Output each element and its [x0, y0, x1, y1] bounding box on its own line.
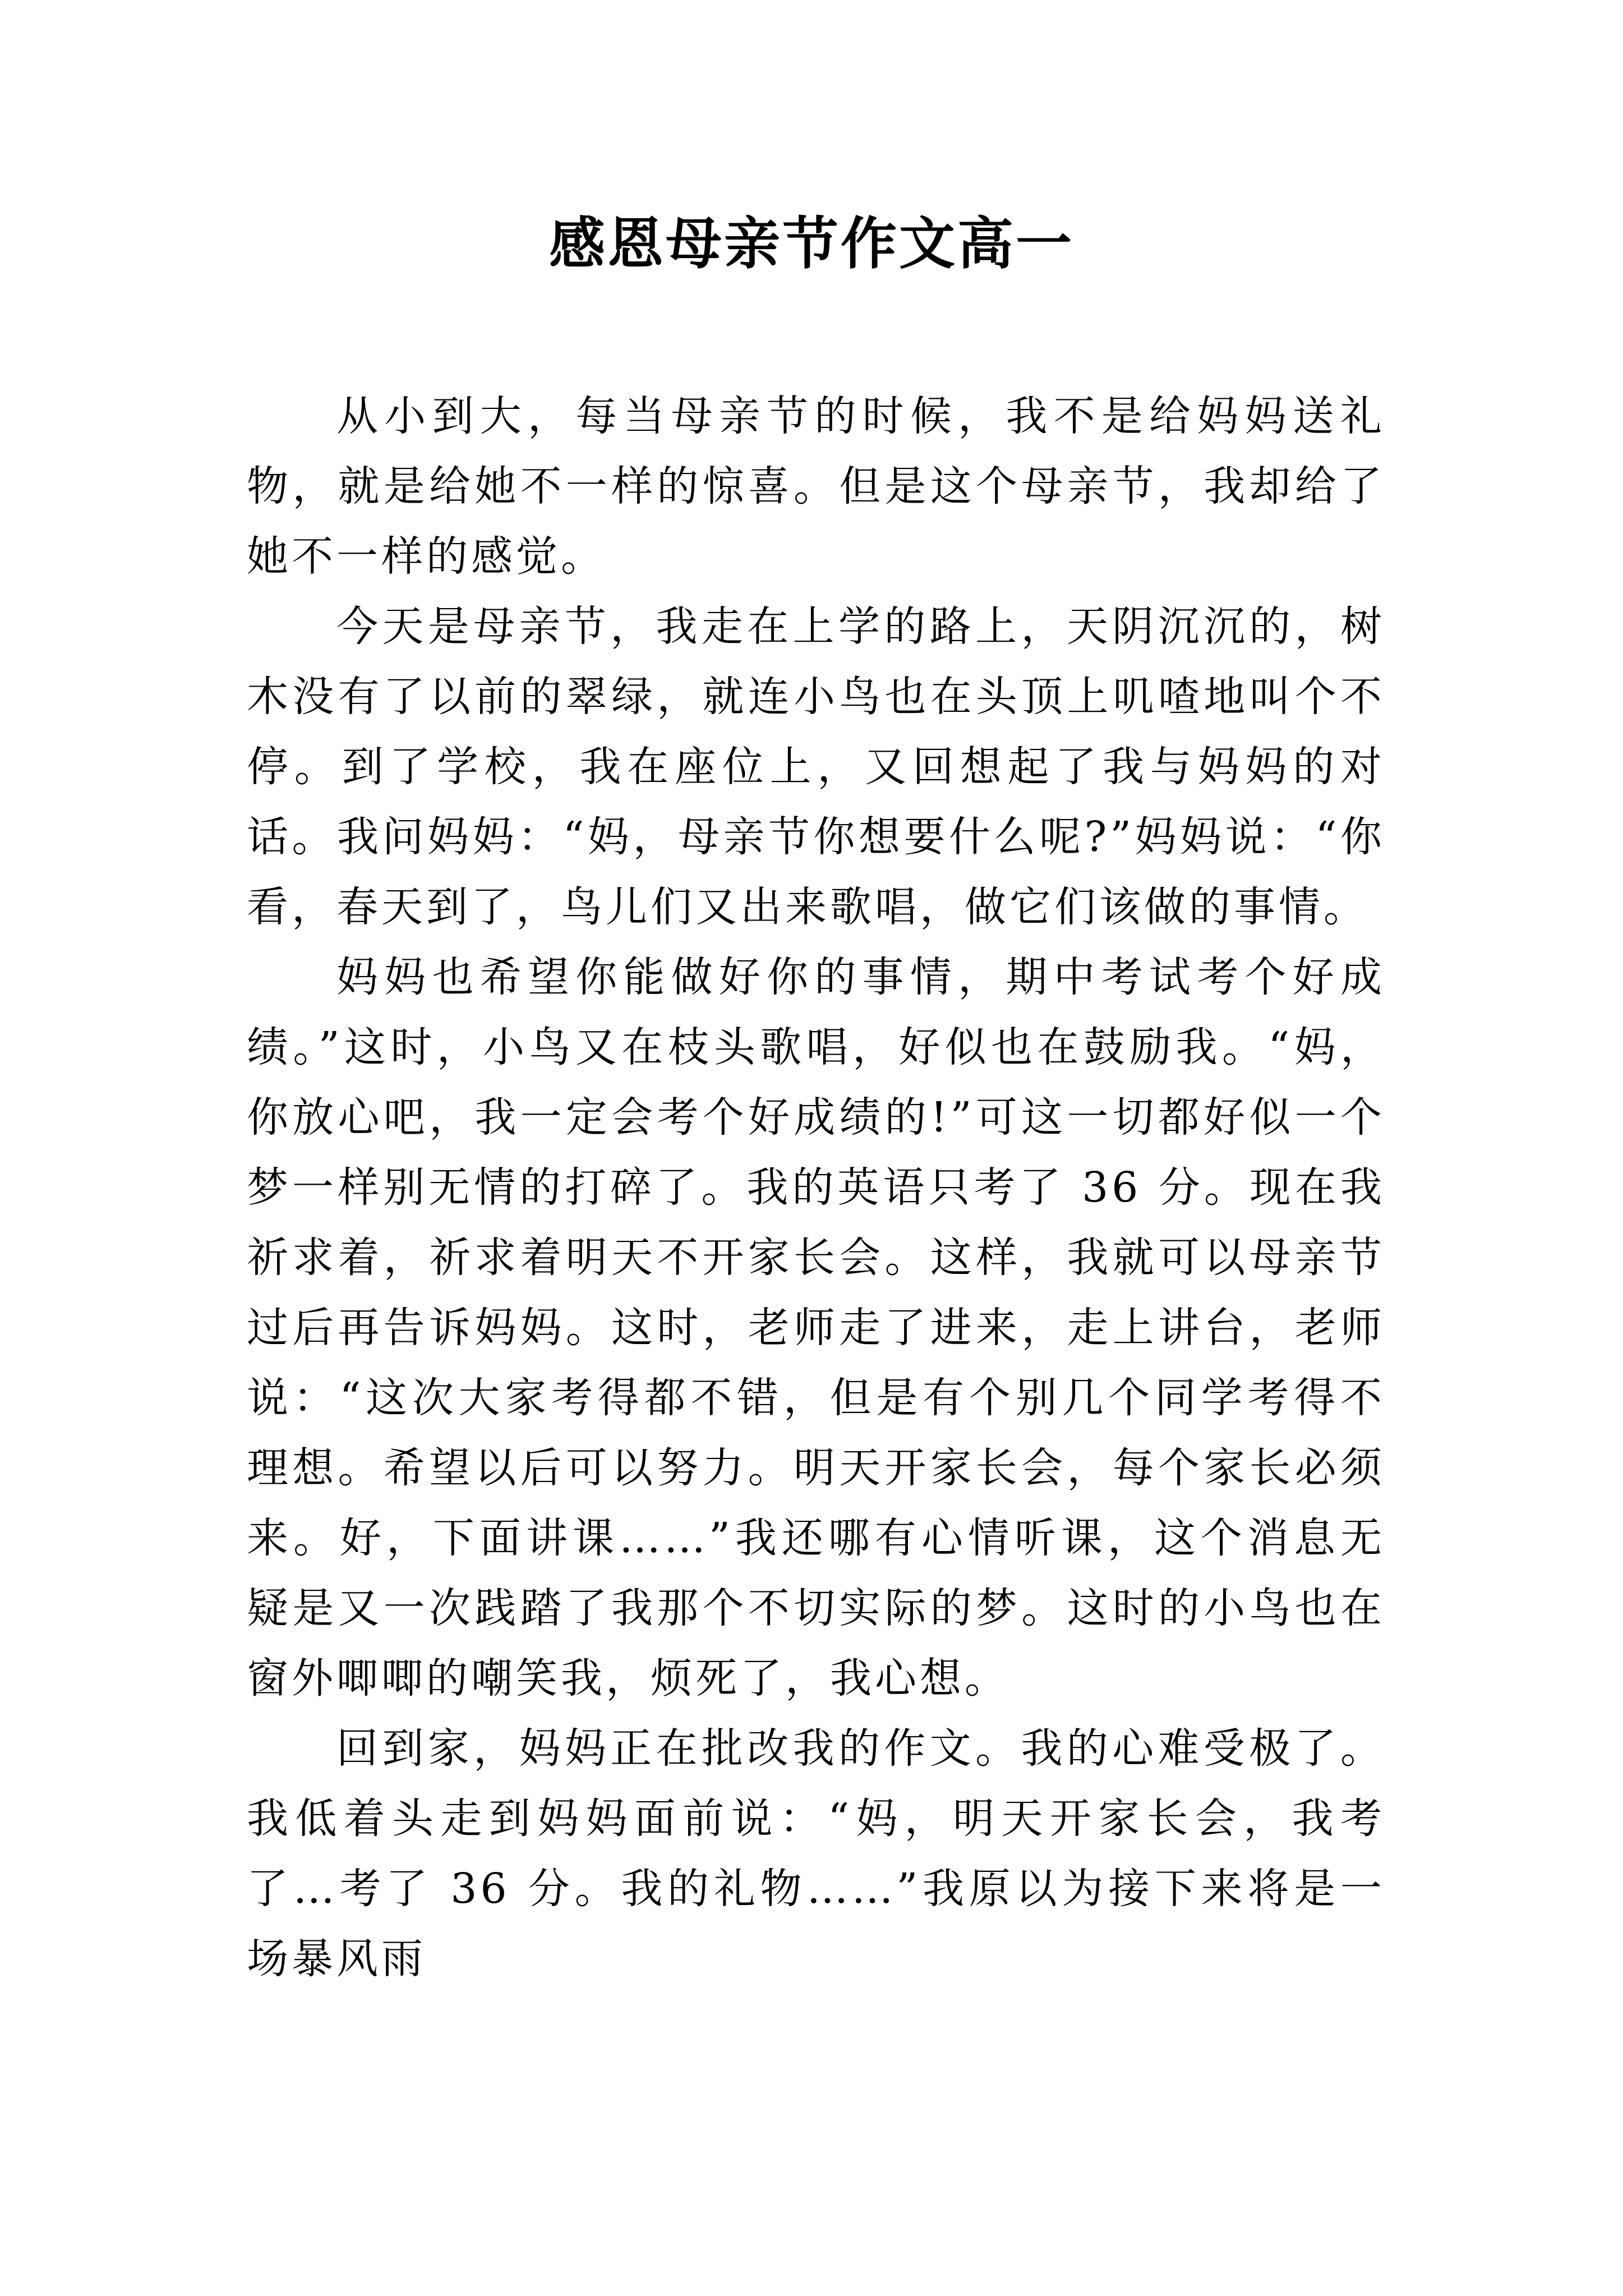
- paragraph: 妈妈也希望你能做好你的事情，期中考试考个好成绩。”这时，小鸟又在枝头歌唱，好似也在鼓励我。“妈，你放心吧，我一定会考个好成绩的!”可这一切都好似一个梦一样别无情的打碎了。我的英语只考了 36 分。现在我祈求着，祈求着明天不开家长会。这样，我就可以母亲节过后再告诉妈妈。这时，老师走了进来，走上讲台，老师说：“这次大家考得都不错，但是有个别几个同学考得不理想。希望以后可以努力。明天开家长会，每个家长必须来。好，下面讲课……”我还哪有心情听课，这个消息无疑是又一次践踏了我那个不切实际的梦。这时的小鸟也在窗外唧唧的嘲笑我，烦死了，我心想。: [247, 953, 1385, 1703]
- paragraph: 回到家，妈妈正在批改我的作文。我的心难受极了。我低着头走到妈妈面前说：“妈，明天开家长会，我考了…考了 36 分。我的礼物……”我原以为接下来将是一场暴风雨: [247, 1724, 1385, 1983]
- document-title: 感恩母亲节作文高一: [549, 211, 1074, 277]
- paragraph: 今天是母亲节，我走在上学的路上，天阴沉沉的，树木没有了以前的翠绿，就连小鸟也在头顶上叽喳地叫个不停。到了学校，我在座位上，又回想起了我与妈妈的对话。我问妈妈：“妈，母亲节你想要什么呢?”妈妈说：“你看，春天到了，鸟儿们又出来歌唱，做它们该做的事情。: [247, 602, 1385, 931]
- paragraph: 从小到大，每当母亲节的时候，我不是给妈妈送礼物，就是给她不一样的惊喜。但是这个母亲节，我却给了她不一样的感觉。: [247, 392, 1385, 581]
- document-body: [247, 381, 1385, 1994]
